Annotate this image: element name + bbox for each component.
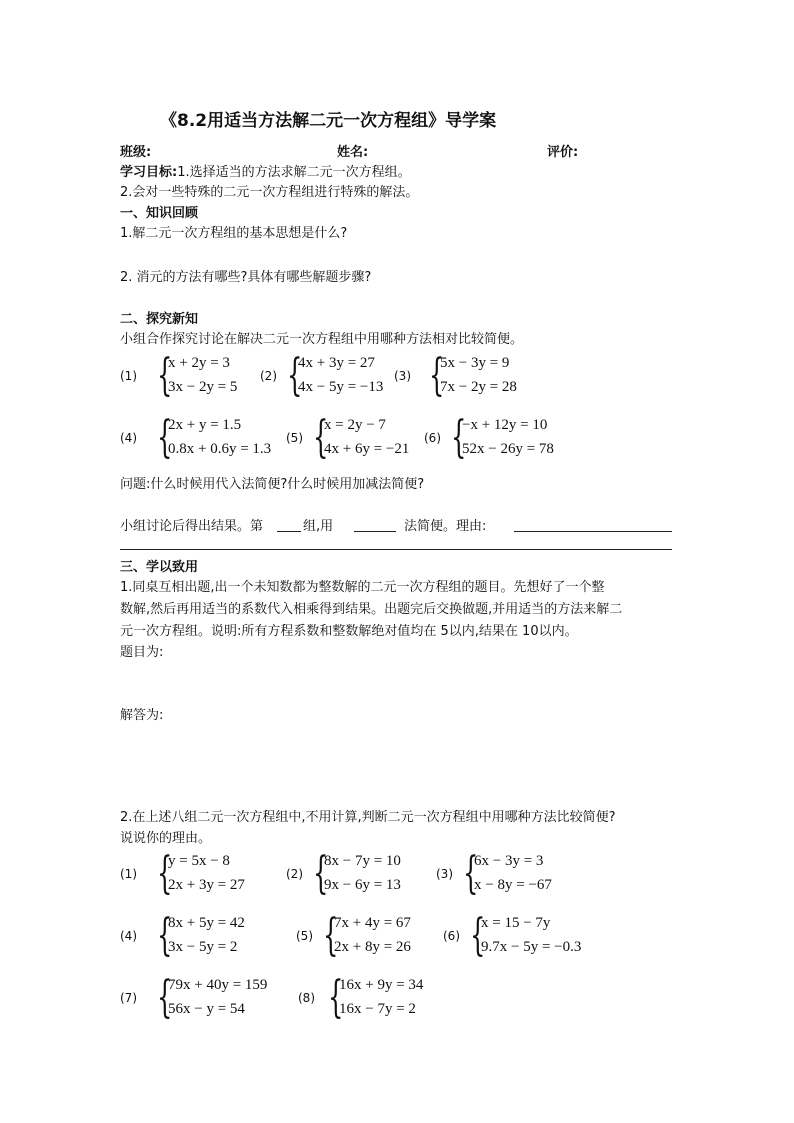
equation: x = 15 − 7y [481,915,551,931]
left-brace-icon: { [287,350,303,401]
system-label: (1) [120,867,137,881]
objective-2: 2.会对一些特殊的二元一次方程组进行特殊的解法。 [120,185,419,200]
group-number-blank[interactable] [277,531,301,532]
equation: 4x − 5y = −13 [298,379,384,395]
section3-heading: 三、学以致用 [120,560,199,575]
system-label: (4) [120,929,137,943]
equation: 4x + 6y = −21 [324,441,410,457]
equation: 8x + 5y = 42 [168,915,245,931]
left-brace-icon: { [157,848,173,899]
section1-heading: 一、知识回顾 [120,206,199,221]
rating-label: 评价: [547,145,579,160]
system-label: (3) [394,369,411,383]
review-question-2: 2. 消元的方法有哪些?具体有哪些解题步骤? [120,270,372,285]
left-brace-icon: { [328,972,344,1023]
equation: 52x − 26y = 78 [462,441,554,457]
equation: 2x + 3y = 27 [168,877,245,893]
system-label: (1) [120,369,137,383]
system-label: (6) [424,431,441,445]
system-label: (3) [436,867,453,881]
task1-line-2: 数解,然后再用适当的系数代入相乘得到结果。出题完后交换做题,并用适当的方法来解二 [120,602,623,617]
equation: x = 2y − 7 [324,417,386,433]
equation: 3x − 2y = 5 [168,379,238,395]
equation: 79x + 40y = 159 [168,977,268,993]
left-brace-icon: { [470,910,486,961]
objective-1: 1.选择适当的方法求解二元一次方程组。 [177,165,411,180]
task2-line-1: 2.在上述八组二元一次方程组中,不用计算,判断二元一次方程组中用哪种方法比较简便? [120,810,616,825]
left-brace-icon: { [157,350,173,401]
system-label: (2) [260,369,277,383]
reason-blank-line-2[interactable] [120,549,672,550]
left-brace-icon: { [157,972,173,1023]
method-blank[interactable] [354,531,396,532]
equation: 4x + 3y = 27 [298,355,375,371]
equation: 8x − 7y = 10 [324,853,401,869]
left-brace-icon: { [323,910,339,961]
result-text-a: 小组讨论后得出结果。第 [120,519,264,534]
equation: 0.8x + 0.6y = 1.3 [168,441,272,457]
system-label: (7) [120,991,137,1005]
left-brace-icon: { [157,910,173,961]
equation: 16x + 9y = 34 [339,977,424,993]
objectives-line-1 [120,161,411,180]
equation: 5x − 3y = 9 [440,355,510,371]
equation: −x + 12y = 10 [462,417,548,433]
result-text-c: 法简便。理由: [404,519,487,534]
equation: 2x + y = 1.5 [168,417,242,433]
task2-line-2: 说说你的理由。 [120,831,212,846]
page-title: 《8.2用适当方法解二元一次方程组》导学案 [160,111,497,131]
reason-blank[interactable] [514,531,672,532]
equation: 2x + 8y = 26 [334,939,411,955]
equation: 3x − 5y = 2 [168,939,238,955]
left-brace-icon: { [313,412,329,463]
name-label: 姓名: [337,145,369,160]
equation: 7x − 2y = 28 [440,379,517,395]
system-label: (4) [120,431,137,445]
equation: 56x − y = 54 [168,1001,245,1017]
left-brace-icon: { [157,412,173,463]
left-brace-icon: { [463,848,479,899]
equation: x + 2y = 3 [168,355,230,371]
section2-intro: 小组合作探究讨论在解决二元一次方程组中用哪种方法相对比较简便。 [120,332,524,347]
section2-heading: 二、探究新知 [120,312,199,327]
equation: x − 8y = −67 [474,877,552,893]
objectives-label: 学习目标: [120,165,178,180]
answer-label: 解答为: [120,708,164,723]
left-brace-icon: { [313,848,329,899]
left-brace-icon: { [451,412,467,463]
system-label: (6) [443,929,460,943]
equation: y = 5x − 8 [168,853,230,869]
system-label: (2) [286,867,303,881]
equation: 6x − 3y = 3 [474,853,544,869]
equation: 16x − 7y = 2 [339,1001,416,1017]
system-label: (5) [296,929,313,943]
equation: 9.7x − 5y = −0.3 [481,939,582,955]
class-label: 班级: [120,145,152,160]
equation: 9x − 6y = 13 [324,877,401,893]
result-text-b: 组,用 [303,519,334,534]
review-question-1: 1.解二元一次方程组的基本思想是什么? [120,226,348,241]
equation: 7x + 4y = 67 [334,915,411,931]
discussion-question: 问题:什么时候用代入法简便?什么时候用加减法简便? [120,477,425,492]
task1-line-3: 元一次方程组。说明:所有方程系数和整数解绝对值均在 5以内,结果在 10以内。 [120,624,578,639]
system-label: (8) [298,991,315,1005]
left-brace-icon: { [429,350,445,401]
task1-line-1: 1.同桌互相出题,出一个未知数都为整数解的二元一次方程组的题目。先想好了一个整 [120,580,605,595]
problem-label: 题目为: [120,645,164,660]
system-label: (5) [286,431,303,445]
